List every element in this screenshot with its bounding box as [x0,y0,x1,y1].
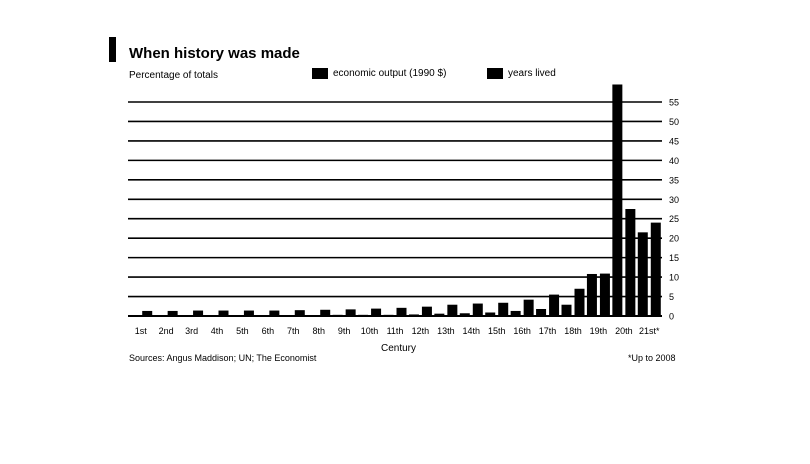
x-tick-label: 10th [360,326,379,336]
bar-years-lived [219,311,229,316]
x-tick-label: 21st* [639,326,660,336]
bars [129,84,661,316]
bar-economic-output [612,84,622,316]
y-tick-label: 15 [669,253,680,264]
x-tick-label: 17th [538,326,557,336]
legend-label: economic output (1990 $) [333,68,447,79]
bar-economic-output [155,315,165,316]
legend-item-economic-output [312,68,446,79]
title-accent-bar [109,37,116,62]
footnote: *Up to 2008 [628,353,676,363]
bar-economic-output [358,315,368,316]
bar-years-lived [625,209,635,316]
bar-economic-output [638,232,648,316]
bar-economic-output [206,315,216,316]
bar-economic-output [231,315,241,316]
x-tick-label: 15th [487,326,506,336]
x-tick-label: 3rd [185,326,199,336]
y-tick-label: 35 [669,175,680,186]
bar-economic-output [307,315,317,316]
x-tick-label: 7th [287,326,300,336]
x-tick-label: 1st [134,326,147,336]
bar-economic-output [129,315,139,316]
bar-economic-output [536,309,546,316]
y-tick-label: 25 [669,214,680,225]
y-tick-label: 50 [669,116,680,127]
bar-years-lived [346,309,356,316]
bar-years-lived [575,289,585,316]
x-tick-label: 20th [615,326,633,336]
x-tick-label: 14th [462,326,481,336]
bar-years-lived [142,311,152,316]
bar-economic-output [434,314,444,316]
bar-years-lived [371,309,381,316]
legend-swatch [312,68,328,79]
bar-years-lived [295,310,305,316]
source-note: Sources: Angus Maddison; UN; The Economist [129,353,317,363]
bar-economic-output [511,311,521,316]
gridlines [128,102,662,316]
y-tick-label: 45 [669,136,680,147]
y-tick-label: 40 [669,155,680,166]
x-tick-label: 13th [437,326,455,336]
x-tick-label: 12th [411,326,430,336]
bar-years-lived [422,307,432,316]
bar-years-lived [244,311,254,316]
bar-economic-output [460,313,470,316]
x-tick-label: 4th [210,326,224,336]
bar-years-lived [651,223,661,316]
bar-years-lived [600,274,610,316]
bar-economic-output [256,315,266,316]
x-tick-label: 16th [513,326,531,336]
x-tick-label: 18th [564,326,582,336]
legend-swatch [487,68,503,79]
bar-years-lived [447,305,457,316]
legend-label: years lived [508,68,556,79]
y-tick-label: 5 [669,292,675,303]
bar-years-lived [168,311,178,316]
bar-years-lived [473,304,483,316]
legend-item-years-lived [487,68,556,79]
bar-economic-output [282,315,292,316]
x-tick-label: 5th [236,326,249,336]
bar-economic-output [409,314,419,316]
bar-economic-output [384,315,394,316]
y-tick-labels [669,98,679,322]
bar-years-lived [524,300,534,316]
bar-years-lived [549,295,559,316]
bar-years-lived [320,310,330,316]
bar-years-lived [193,311,203,316]
bar-economic-output [562,305,572,316]
x-axis-label: Century [381,343,417,354]
bar-economic-output [587,274,597,316]
chart-subtitle: Percentage of totals [129,70,218,81]
x-tick-label: 8th [312,326,325,336]
bar-years-lived [269,311,279,316]
y-tick-label: 20 [669,233,680,244]
x-tick-label: 19th [589,326,608,336]
chart-title: When history was made [129,45,300,62]
bar-economic-output [180,315,190,316]
y-tick-label: 55 [669,97,680,108]
y-tick-label: 10 [669,272,680,283]
y-tick-label: 0 [669,311,675,322]
bar-years-lived [397,308,407,316]
bar-economic-output [485,312,495,316]
x-tick-label: 6th [261,326,275,336]
bar-years-lived [498,303,508,316]
x-tick-label: 9th [337,326,351,336]
bar-economic-output [333,315,343,316]
x-tick-labels [135,326,660,336]
y-tick-label: 30 [669,194,680,205]
x-tick-label: 2nd [158,326,174,336]
x-tick-label: 11th [386,326,404,336]
